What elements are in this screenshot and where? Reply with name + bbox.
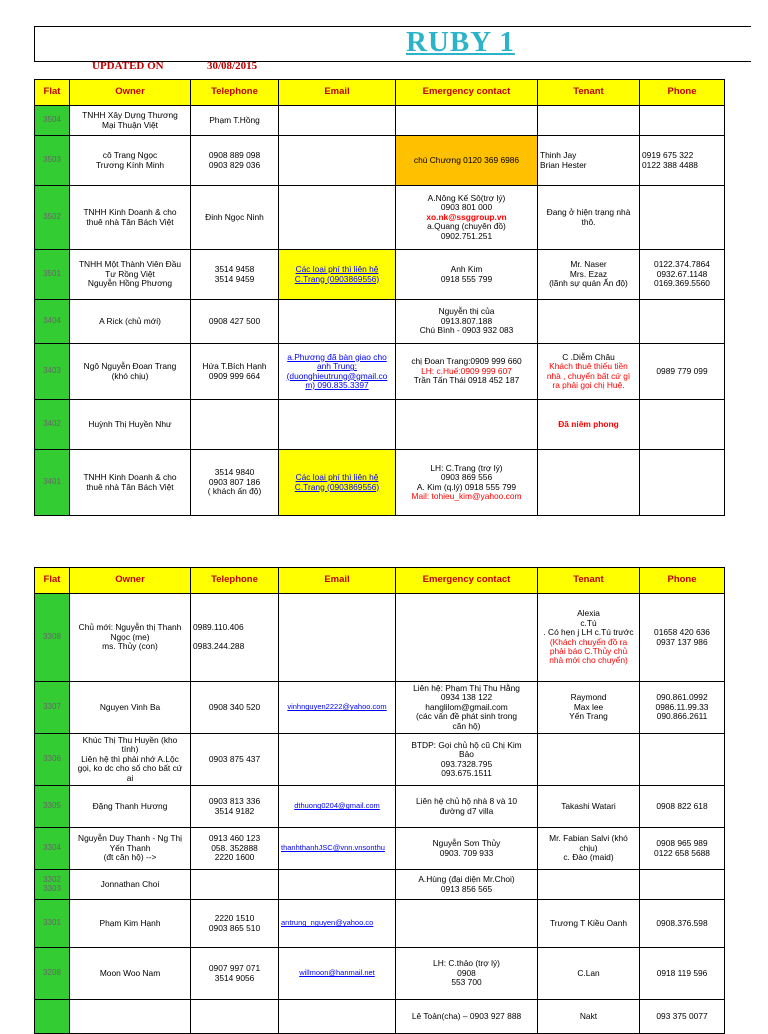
emergency-cell: Lê Toản(cha) – 0903 927 888 <box>396 1000 538 1034</box>
flat-number: 3402 <box>35 400 70 450</box>
emergency-text: A.Nông Kế Sô(trợ lý) 0903 801 000 <box>427 192 506 213</box>
telephone-cell <box>191 1000 279 1034</box>
table-row <box>35 948 725 1000</box>
emergency-cell: Nguyễn Sơn Thủy 0903. 709 933 <box>396 828 538 870</box>
tenant-cell <box>538 300 640 344</box>
col-phone: Phone <box>640 568 725 594</box>
email-cell <box>279 870 396 900</box>
emergency-cell: Liên hệ: Phạm Thị Thu Hằng 0934 138 122 hanglilom@gmail.com (các vấn đề phát sinh trong căn hộ) <box>396 682 538 734</box>
flat-number: 3404 <box>35 300 70 344</box>
phone-cell <box>640 734 725 786</box>
telephone-cell: 0908 340 520 <box>191 682 279 734</box>
table-row <box>35 250 725 300</box>
col-phone: Phone <box>640 80 725 106</box>
flat-number: 3403 <box>35 344 70 400</box>
tenant-cell: Thinh Jay Brian Hester <box>538 136 640 186</box>
table-row <box>35 344 725 400</box>
flat-number: 3306 <box>35 734 70 786</box>
col-telephone: Telephone <box>191 568 279 594</box>
col-emergency-contact: Emergency contact <box>396 568 538 594</box>
telephone-cell: Đinh Ngọc Ninh <box>191 186 279 250</box>
tenant-cell: Trương T Kiều Oanh <box>538 900 640 948</box>
owner-cell: TNHH Một Thành Viên Đầu Tư Rồng Việt Nguyễn Hồng Phương <box>70 250 191 300</box>
tenant-cell <box>538 870 640 900</box>
emergency-cell <box>396 594 538 682</box>
flats-table-1 <box>34 79 725 516</box>
tenant-cell: Đã niêm phong <box>538 400 640 450</box>
flat-number: 3308 <box>35 594 70 682</box>
owner-cell: Chủ mới: Nguyễn thị Thanh Ngọc (me) ms. Thủy (con) <box>70 594 191 682</box>
telephone-cell: 3514 9840 0903 807 186 ( khách ấn độ) <box>191 450 279 516</box>
emergency-cell: chú Chương 0120 369 6986 <box>396 136 538 186</box>
tenant-cell <box>538 450 640 516</box>
emergency-cell: A.Hùng (đại diện Mr.Choi) 0913 856 565 <box>396 870 538 900</box>
tenant-name: C .Diễm Châu <box>562 351 615 362</box>
table-row <box>35 106 725 136</box>
telephone-cell: 0903 875 437 <box>191 734 279 786</box>
phone-cell <box>640 106 725 136</box>
emergency-cell: Liên hệ chủ hộ nhà 8 và 10 đường d7 villa <box>396 786 538 828</box>
table-row <box>35 870 725 900</box>
email-cell[interactable]: vinhnguyen2222@yahoo.com <box>279 682 396 734</box>
col-flat: Flat <box>35 568 70 594</box>
owner-cell: Jonnathan Choi <box>70 870 191 900</box>
col-flat: Flat <box>35 80 70 106</box>
phone-cell: 01658 420 636 0937 137 986 <box>640 594 725 682</box>
phone-cell: 0908.376.598 <box>640 900 725 948</box>
telephone-cell: Hứa T.Bích Hạnh 0909 999 664 <box>191 344 279 400</box>
flat-number <box>35 1000 70 1034</box>
table-row <box>35 136 725 186</box>
emergency-email: xo.nk@ssggroup.vn <box>426 211 507 222</box>
email-cell[interactable]: Các loại phí thì liên hệ C.Trang (0903869556) <box>279 250 396 300</box>
telephone-cell: 0903 813 336 3514 9182 <box>191 786 279 828</box>
email-cell[interactable]: thanhthanhJSC@vnn.vnsonthu <box>279 828 396 870</box>
col-email: Email <box>279 80 396 106</box>
col-tenant: Tenant <box>538 80 640 106</box>
emergency-cell: Anh Kim 0918 555 799 <box>396 250 538 300</box>
owner-cell: Huỳnh Thị Huyền Như <box>70 400 191 450</box>
phone-cell <box>640 400 725 450</box>
email-cell[interactable]: dthuong0204@gmail.com <box>279 786 396 828</box>
owner-cell: TNHH Kinh Doanh & cho thuê nhà Tân Bách Việt <box>70 450 191 516</box>
tenant-cell <box>538 734 640 786</box>
emergency-cell: LH: C.thảo (trợ lý) 0908 553 700 <box>396 948 538 1000</box>
emergency-text: Trần Tấn Thái 0918 452 187 <box>413 375 520 386</box>
owner-cell <box>70 1000 191 1034</box>
page-title: RUBY 1 <box>406 26 515 58</box>
email-cell <box>279 106 396 136</box>
emergency-cell <box>396 186 538 250</box>
flats-table-2 <box>34 567 725 1034</box>
emergency-text: LH: c.Huế:0909 999 607 <box>421 365 512 376</box>
flat-number: 3307 <box>35 682 70 734</box>
table-row <box>35 186 725 250</box>
emergency-text: LH: C.Trang (trợ lý) 0903 869 556 A. Kim (q.lý) 0918 555 799 <box>416 462 517 492</box>
email-cell <box>279 734 396 786</box>
tenant-note: (Khách chuyển đồ ra phải báo C.Thủy chủ nhà mới cho chuyển) <box>549 636 628 666</box>
phone-cell <box>640 870 725 900</box>
flat-number: 3501 <box>35 250 70 300</box>
owner-cell: Phạm Kim Hạnh <box>70 900 191 948</box>
tenant-cell: Nakt <box>538 1000 640 1034</box>
phone-cell: 090.861.0992 0986.11.99.33 090.866.2611 <box>640 682 725 734</box>
owner-cell: A Rick (chủ mới) <box>70 300 191 344</box>
phone-cell: 0908 965 989 0122 658 5688 <box>640 828 725 870</box>
owner-cell: cô Trang Ngọc Trương Kính Minh <box>70 136 191 186</box>
tenant-note: Khách thuê thiếu tiền nhà , chuyển bất cứ gì ra phải gọi chị Huệ. <box>546 361 631 390</box>
phone-cell <box>640 186 725 250</box>
email-cell <box>279 136 396 186</box>
flat-number: 3503 <box>35 136 70 186</box>
phone-cell: 0918 119 596 <box>640 948 725 1000</box>
tenant-cell <box>538 344 640 400</box>
table-row <box>35 900 725 948</box>
tenant-cell: Raymond Max lee Yến Trang <box>538 682 640 734</box>
email-cell[interactable]: Các loại phí thì liên hệ C.Trang (0903869556) <box>279 450 396 516</box>
telephone-cell: 0913 460 123 058. 352888 2220 1600 <box>191 828 279 870</box>
col-telephone: Telephone <box>191 80 279 106</box>
tenant-name: Alexia c.Tú . Có hẹn j LH c.Tú trước <box>543 608 634 638</box>
telephone-cell: 3514 9458 3514 9459 <box>191 250 279 300</box>
phone-cell: 0919 675 322 0122 388 4488 <box>640 136 725 186</box>
tenant-cell <box>538 106 640 136</box>
email-cell <box>279 1000 396 1034</box>
emergency-cell: BTDP: Gọi chủ hộ cũ Chị Kim Bảo 093.7328.795 093.675.1511 <box>396 734 538 786</box>
flat-number: 3502 <box>35 186 70 250</box>
email-cell[interactable]: antrung_nguyen@yahoo.co <box>279 900 396 948</box>
flat-number: 3208 <box>35 948 70 1000</box>
tenant-cell: Mr. Naser Mrs. Ezaz (lãnh sự quán Ấn độ) <box>538 250 640 300</box>
email-cell <box>279 300 396 344</box>
table-row <box>35 594 725 682</box>
col-emergency-contact: Emergency contact <box>396 80 538 106</box>
telephone-cell: 0907 997 071 3514 9056 <box>191 948 279 1000</box>
emergency-cell <box>396 400 538 450</box>
tenant-cell: C.Lan <box>538 948 640 1000</box>
emergency-cell <box>396 106 538 136</box>
email-cell[interactable]: willmoon@hanmail.net <box>279 948 396 1000</box>
flat-number: 3504 <box>35 106 70 136</box>
header-row <box>35 568 725 594</box>
title-box <box>34 26 751 62</box>
emergency-cell <box>396 900 538 948</box>
owner-cell: Moon Woo Nam <box>70 948 191 1000</box>
owner-cell: Ngô Nguyễn Đoan Trang (khó chịu) <box>70 344 191 400</box>
tenant-cell <box>538 594 640 682</box>
telephone-cell: 0989.110.406 0983.244.288 <box>191 594 279 682</box>
telephone-cell: 0908 889 098 0903 829 036 <box>191 136 279 186</box>
telephone-cell <box>191 400 279 450</box>
phone-cell <box>640 450 725 516</box>
emergency-cell <box>396 450 538 516</box>
flat-number: 3304 <box>35 828 70 870</box>
updated-date: 30/08/2015 <box>207 60 258 72</box>
tenant-cell: Mr. Fabian Salvi (khó chịu) c. Đào (maid) <box>538 828 640 870</box>
col-owner: Owner <box>70 80 191 106</box>
updated-label: UPDATED ON <box>92 60 164 72</box>
phone-cell <box>640 300 725 344</box>
owner-cell: Nguyễn Duy Thanh - Ng Thị Yến Thanh (đt căn hộ) --> <box>70 828 191 870</box>
telephone-cell <box>191 870 279 900</box>
flat-number: 3305 <box>35 786 70 828</box>
email-cell <box>279 400 396 450</box>
owner-cell: Đặng Thanh Hương <box>70 786 191 828</box>
owner-cell: Nguyen Vinh Ba <box>70 682 191 734</box>
email-cell <box>279 594 396 682</box>
emergency-text: chị Đoan Trang:0909 999 660 <box>411 356 522 367</box>
email-cell <box>279 186 396 250</box>
table-row <box>35 682 725 734</box>
email-cell[interactable]: a.Phương đã bàn giao cho anh Trung: (duonghieutrung@gmail.co m) 090.835.3397 <box>279 344 396 400</box>
header-row <box>35 80 725 106</box>
emergency-text: a.Quang (chuyên đồ) 0902.751.251 <box>427 221 506 241</box>
col-email: Email <box>279 568 396 594</box>
table-row <box>35 300 725 344</box>
table-row <box>35 400 725 450</box>
owner-cell: TNHH Xây Dựng Thương Mại Thuận Việt <box>70 106 191 136</box>
tenant-cell: Takashi Watari <box>538 786 640 828</box>
telephone-cell: Phạm T.Hồng <box>191 106 279 136</box>
telephone-cell: 2220 1510 0903 865 510 <box>191 900 279 948</box>
emergency-cell: Nguyễn thị của 0913.807.188 Chú Bình - 0903 932 083 <box>396 300 538 344</box>
table-row <box>35 450 725 516</box>
flat-number: 3302 3303 <box>35 870 70 900</box>
telephone-cell: 0908 427 500 <box>191 300 279 344</box>
emergency-cell <box>396 344 538 400</box>
col-owner: Owner <box>70 568 191 594</box>
flat-number: 3401 <box>35 450 70 516</box>
table-row <box>35 786 725 828</box>
phone-cell: 093 375 0077 <box>640 1000 725 1034</box>
phone-cell: 0989 779 099 <box>640 344 725 400</box>
col-tenant: Tenant <box>538 568 640 594</box>
flat-number: 3301 <box>35 900 70 948</box>
emergency-email: Mail: tohieu_kim@yahoo.com <box>411 490 522 501</box>
phone-cell: 0908 822 618 <box>640 786 725 828</box>
owner-cell: Khúc Thị Thu Huyền (kho tính) Liên hệ thì phải nhớ A.Lộc gọi, ko dc cho số cho bất cứ ai <box>70 734 191 786</box>
phone-cell: 0122.374.7864 0932.67.1148 0169.369.5560 <box>640 250 725 300</box>
table-row <box>35 1000 725 1034</box>
table-row <box>35 828 725 870</box>
table-row <box>35 734 725 786</box>
owner-cell: TNHH Kinh Doanh & cho thuê nhà Tân Bách Việt <box>70 186 191 250</box>
tenant-cell: Đang ở hiện trạng nhà thô. <box>538 186 640 250</box>
